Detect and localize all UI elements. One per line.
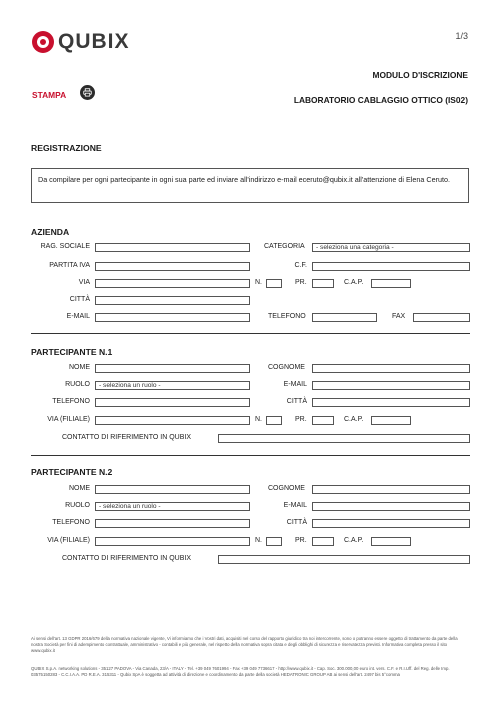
- azienda-title: AZIENDA: [31, 227, 70, 237]
- registration-title: REGISTRAZIONE: [31, 143, 102, 153]
- company-info: QUBIX S.p.A. networking solutions - 35127 PADOVA - Via Canada, 23/A - ITALY - Tel. +39 049 7601994 - Fax +39 049 7736617 - http://www.qubix.it - Cap. Soc. 300.000,00 euro int. vers. C.F. e R.I.Uff. del Reg. delle Imp. 03575150283 - C.C.I.A.A. PD R.E.A. 315311 - Qubix SpA è soggetta ad attività di direzione e coordinamento da parte della società HEDATRONIC GROUP AB ai sensi dell'art. 2497 bis 5°comma: [31, 666, 450, 677]
- partita-iva-label: PARTITA IVA: [49, 262, 90, 269]
- categoria-label: CATEGORIA: [264, 243, 305, 250]
- p2-cognome-label: COGNOME: [268, 485, 305, 492]
- p1-contatto-label: CONTATTO DI RIFERIMENTO IN QUBIX: [62, 434, 191, 441]
- p1-via-field[interactable]: [95, 416, 250, 425]
- rag-sociale-field[interactable]: [95, 243, 250, 252]
- pr-field[interactable]: [312, 279, 334, 288]
- email-label: E-MAIL: [66, 313, 90, 320]
- p1-contatto-field[interactable]: [218, 434, 470, 443]
- logo-text: QUBIX: [58, 30, 130, 53]
- p2-n-label: N.: [255, 537, 262, 544]
- p1-email-field[interactable]: [312, 381, 470, 390]
- p1-cap-label: C.A.P.: [344, 416, 364, 423]
- p1-citta-field[interactable]: [312, 398, 470, 407]
- cf-field[interactable]: [312, 262, 470, 271]
- via-field[interactable]: [95, 279, 250, 288]
- participant-1-title: PARTECIPANTE N.1: [31, 347, 113, 357]
- p2-citta-label: CITTÀ: [286, 519, 307, 526]
- partita-iva-field[interactable]: [95, 262, 250, 271]
- cf-label: C.F.: [294, 262, 307, 269]
- p1-citta-label: CITTÀ: [286, 398, 307, 405]
- p1-pr-label: PR.: [295, 416, 307, 423]
- p1-via-label: VIA (FILIALE): [47, 416, 90, 423]
- p1-cognome-field[interactable]: [312, 364, 470, 373]
- p1-pr-field[interactable]: [312, 416, 334, 425]
- cap-field[interactable]: [371, 279, 411, 288]
- printer-icon: [83, 88, 92, 97]
- cap-label: C.A.P.: [344, 279, 364, 286]
- course-title: LABORATORIO CABLAGGIO OTTICO (IS02): [293, 95, 468, 105]
- citta-field[interactable]: [95, 296, 250, 305]
- p2-telefono-field[interactable]: [95, 519, 250, 528]
- p1-n-label: N.: [255, 416, 262, 423]
- via-label: VIA: [78, 279, 90, 286]
- p2-telefono-label: TELEFONO: [52, 519, 90, 526]
- p2-contatto-label: CONTATTO DI RIFERIMENTO IN QUBIX: [62, 555, 191, 562]
- divider: [31, 333, 470, 334]
- email-field[interactable]: [95, 313, 250, 322]
- form-title: MODULO D'ISCRIZIONE: [372, 70, 468, 80]
- n-label: N.: [255, 279, 262, 286]
- telefono-field[interactable]: [312, 313, 377, 322]
- p2-n-field[interactable]: [266, 537, 282, 546]
- page-number: 1/3: [455, 31, 468, 41]
- p1-email-label: E-MAIL: [283, 381, 307, 388]
- rag-sociale-label: RAG. SOCIALE: [40, 243, 90, 250]
- p2-cap-field[interactable]: [371, 537, 411, 546]
- p2-email-field[interactable]: [312, 502, 470, 511]
- info-box: Da compilare per ogni partecipante in ogni sua parte ed inviare all'indirizzo e-mail eceruto@qubix.it all'attenzione di Elena Ceruto.: [31, 168, 469, 203]
- p2-pr-label: PR.: [295, 537, 307, 544]
- p2-ruolo-label: RUOLO: [65, 502, 90, 509]
- p2-ruolo-select[interactable]: - seleziona un ruolo -: [95, 502, 250, 511]
- p2-cognome-field[interactable]: [312, 485, 470, 494]
- p2-nome-field[interactable]: [95, 485, 250, 494]
- p2-email-label: E-MAIL: [283, 502, 307, 509]
- p1-cap-field[interactable]: [371, 416, 411, 425]
- p1-ruolo-select[interactable]: - seleziona un ruolo -: [95, 381, 250, 390]
- p2-cap-label: C.A.P.: [344, 537, 364, 544]
- participant-2-title: PARTECIPANTE N.2: [31, 467, 113, 477]
- p2-contatto-field[interactable]: [218, 555, 470, 564]
- n-field[interactable]: [266, 279, 282, 288]
- p2-pr-field[interactable]: [312, 537, 334, 546]
- telefono-label: TELEFONO: [268, 313, 306, 320]
- fax-label: FAX: [392, 313, 406, 320]
- p2-via-field[interactable]: [95, 537, 250, 546]
- categoria-select[interactable]: - seleziona una categoria -: [312, 243, 470, 252]
- qubix-logo-icon: [32, 31, 54, 53]
- citta-label: CITTÀ: [69, 296, 90, 303]
- p1-telefono-field[interactable]: [95, 398, 250, 407]
- fax-field[interactable]: [413, 313, 470, 322]
- p1-nome-field[interactable]: [95, 364, 250, 373]
- privacy-notice: Ai sensi dell'art. 13 GDPR 2016/679 della normativa nazionale vigente, Vi informiamo che i Vostri dati, acquisiti nel corso del rapporto giuridico tra noi intercorrente, sono o potranno essere oggetto di trattamento da parte della nostra Società per fini di adempimento contrattuale, amministrativo - contabili e più generale, nel rispetto della normativa sopra citata e degli obblighi di sicurezza e riservatezza previsti. Informativa completa presso il sito www.qubix.it: [31, 636, 458, 653]
- qubix-logo: [32, 30, 130, 54]
- p1-telefono-label: TELEFONO: [52, 398, 90, 405]
- p2-citta-field[interactable]: [312, 519, 470, 528]
- p2-nome-label: NOME: [69, 485, 90, 492]
- print-button[interactable]: [80, 85, 95, 100]
- print-label[interactable]: STAMPA: [32, 90, 67, 100]
- p1-n-field[interactable]: [266, 416, 282, 425]
- p1-ruolo-label: RUOLO: [65, 381, 90, 388]
- p2-via-label: VIA (FILIALE): [47, 537, 90, 544]
- p1-cognome-label: COGNOME: [268, 364, 305, 371]
- pr-label: PR.: [295, 279, 307, 286]
- p1-nome-label: NOME: [69, 364, 90, 371]
- divider: [31, 455, 470, 456]
